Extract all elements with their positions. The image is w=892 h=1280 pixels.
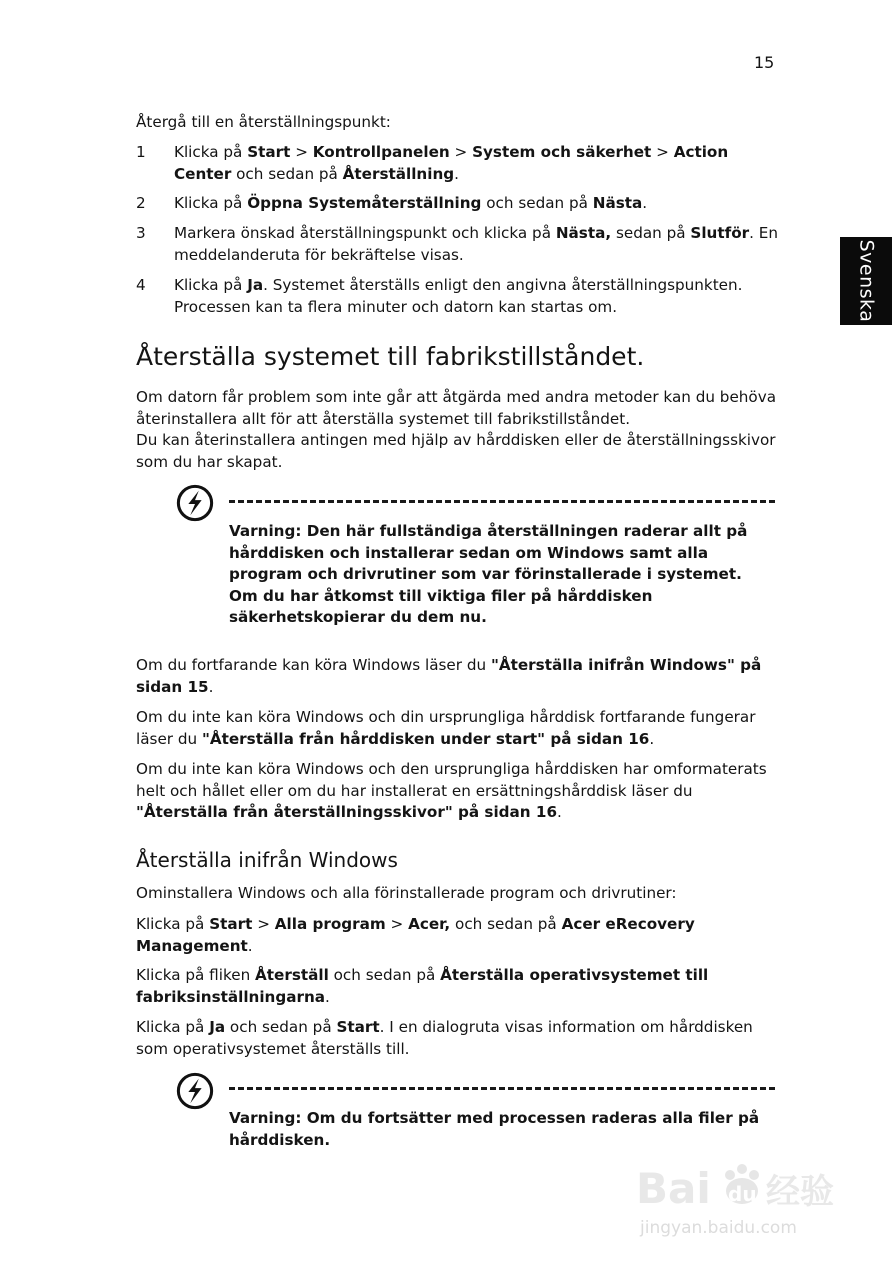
text-span: Om du fortfarande kan köra Windows läser du [136, 656, 491, 674]
warning-icon [176, 1072, 214, 1110]
watermark-url: jingyan.baidu.com [640, 1218, 797, 1238]
text-span: och sedan på [481, 194, 593, 212]
text-span: och sedan på [225, 1018, 337, 1036]
step-text [174, 223, 784, 266]
text-span: . [247, 936, 253, 955]
bold-span: Kontrollpanelen [312, 143, 450, 161]
paragraph [136, 883, 781, 905]
paragraph: Du kan återinstallera antingen med hjälp av hårddisken eller de återställningsskivor som du har skapat. [136, 431, 776, 471]
bold-span: Nästa [592, 194, 643, 212]
text-span: . [557, 803, 562, 821]
watermark-brand-left: Bai [636, 1164, 711, 1213]
text-span: sedan på [611, 224, 691, 242]
text-span: Klicka på [174, 194, 248, 212]
text-span: Ominstallera Windows och alla förinstallerade program och drivrutiner: [136, 884, 677, 902]
bold-span: Nästa, [555, 224, 612, 242]
text-span: Klicka på fliken [136, 966, 256, 984]
text-span: Klicka på [174, 143, 248, 161]
text-span: Klicka på [136, 915, 210, 933]
bold-span: "Återställa från återställningsskivor" på sidan 16 [136, 803, 558, 821]
bold-span: Öppna Systemåterställning [247, 194, 482, 212]
step-text [174, 275, 784, 318]
intro-text: Återgå till en återställningspunkt: [136, 113, 391, 131]
text-span: > [290, 143, 313, 161]
bold-span: "Återställa inifrån Windows" på sidan 15 [136, 656, 762, 696]
bold-span: Ja [209, 1018, 226, 1036]
text-span: . En meddelanderuta för bekräftelse visas. [174, 224, 779, 264]
bold-span: "Återställa från hårddisken under start" på sidan 16 [201, 729, 650, 748]
bold-span: Återställa operativsystemet till fabriksinställningarna [136, 966, 709, 1006]
bold-span: Alla program [274, 915, 386, 933]
text-span: Om du inte kan köra Windows och den ursprungliga hårddisken har omformaterats helt och hållet eller om du har installerat en ersättningshårddisk läser du [136, 760, 767, 800]
step-number: 2 [136, 194, 146, 212]
paragraph [136, 965, 781, 1008]
text-span: Klicka på [136, 1018, 210, 1036]
bold-span: Ja [247, 276, 264, 294]
baidu-watermark [632, 1145, 842, 1245]
text-span: . I en dialogruta visas information om hårddisken som operativsystemet återställs till. [136, 1018, 753, 1058]
watermark-cn: 经验 [766, 1172, 834, 1212]
warning-text: Varning: Den här fullständiga återställningen raderar allt på hårddisken och installerar sedan om Windows samt alla program och drivrutiner som var förinstallerade i systemet. Om du har åtkomst till viktiga filer på hårddisken säkerhetskopierar du dem nu. [229, 522, 748, 626]
warning-divider [229, 500, 775, 503]
paragraph [136, 1017, 781, 1060]
text-span: . Systemet återställs enligt den angivna återställningspunkten. Processen kan ta flera minuter och datorn kan startas om. [174, 276, 743, 316]
warning-icon [176, 484, 214, 522]
step-number: 1 [136, 143, 146, 161]
warning-divider [229, 1087, 775, 1090]
bold-span: Start [247, 143, 291, 161]
text-span: och sedan på [450, 915, 562, 933]
bold-span: Acer eRecovery Management [136, 915, 695, 955]
step-text [174, 193, 784, 215]
bold-span: Återställning [342, 164, 455, 183]
section-heading: Återställa systemet till fabrikstillståndet. [136, 342, 645, 371]
bold-span: Acer, [408, 915, 451, 933]
bold-span: System och säkerhet [472, 143, 652, 161]
step-number: 4 [136, 276, 146, 294]
text-span: > [449, 143, 473, 161]
warning-text: Varning: Om du fortsätter med processen raderas alla filer på hårddisken. [229, 1109, 760, 1149]
step-text [174, 142, 784, 185]
bold-span: Start [209, 915, 253, 933]
paragraph: Om datorn får problem som inte går att åtgärda med andra metoder kan du behöva återinstallera allt för att återställa systemet till fabrikstillståndet. [136, 388, 776, 428]
text-span: > [385, 915, 409, 933]
step-number: 3 [136, 224, 146, 242]
text-span: . [325, 987, 330, 1006]
reference-paragraph [136, 655, 781, 698]
subsection-heading: Återställa inifrån Windows [136, 848, 398, 872]
text-span: . [454, 164, 459, 183]
text-span: och sedan på [231, 164, 343, 183]
paragraph [136, 914, 781, 957]
text-span: och sedan på [328, 966, 441, 984]
text-span: Markera önskad återställningspunkt och klicka på [174, 224, 556, 242]
text-span: Om du inte kan köra Windows och din ursprungliga hårddisk fortfarande fungerar läser du [136, 708, 756, 748]
bold-span: Återställ [255, 966, 329, 984]
bold-span: Start [336, 1018, 380, 1036]
bold-span: Slutför [690, 224, 750, 242]
page-number: 15 [754, 53, 775, 72]
language-tab-label: Svenska [855, 239, 877, 323]
reference-paragraph [136, 759, 781, 824]
text-span: . [208, 677, 214, 696]
language-tab [840, 237, 892, 325]
text-span: . [642, 194, 648, 212]
bold-span: Action Center [174, 143, 729, 183]
text-span: > [651, 143, 674, 161]
text-span: > [252, 915, 275, 933]
text-span: . [649, 729, 655, 748]
text-span: Klicka på [174, 276, 248, 294]
reference-paragraph [136, 707, 781, 750]
watermark-brand-right: du [728, 1182, 757, 1206]
